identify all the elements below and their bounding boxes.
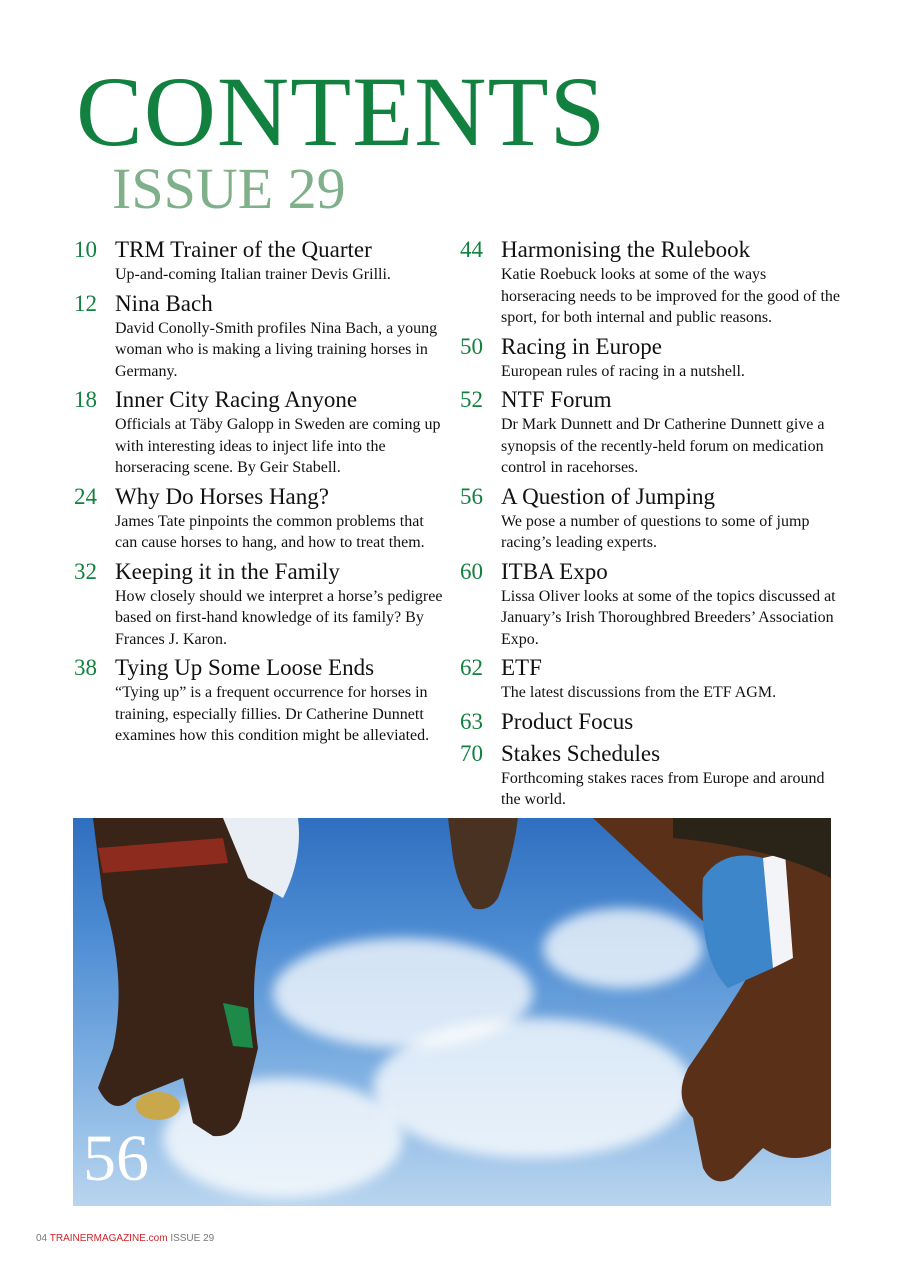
contents-entry[interactable] (460, 708, 840, 736)
entry-page-number: 38 (74, 655, 97, 680)
entry-description: Dr Mark Dunnett and Dr Catherine Dunnett give a synopsis of the recently-held forum on medication control in racehorses. (501, 416, 825, 476)
entry-description: Forthcoming stakes races from Europe and around the world. (501, 769, 825, 808)
entry-title: Keeping it in the Family (115, 558, 340, 584)
entry-title: Product Focus (501, 708, 634, 734)
entry-page-number: 52 (460, 387, 483, 412)
entry-title: Harmonising the Rulebook (501, 237, 751, 262)
entry-description: The latest discussions from the ETF AGM. (501, 684, 777, 701)
entry-description: Up-and-coming Italian trainer Devis Grilli. (115, 266, 391, 283)
entry-page-number: 50 (460, 333, 483, 359)
contents-entry[interactable] (460, 654, 840, 704)
entry-title: Tying Up Some Loose Ends (115, 655, 375, 680)
entry-title: Inner City Racing Anyone (115, 387, 358, 412)
entry-title: TRM Trainer of the Quarter (115, 237, 372, 262)
entry-description: How closely should we interpret a horse’s pedigree based on first-hand knowledge of its family? By Frances J. Karon. (115, 587, 443, 648)
contents-entry[interactable] (74, 290, 446, 383)
entry-page-number: 62 (460, 655, 483, 680)
page-footer (36, 1233, 214, 1244)
entry-page-number: 10 (74, 237, 97, 262)
contents-right-column (460, 236, 840, 815)
contents-left-column (74, 236, 446, 751)
entry-description: We pose a number of questions to some of jump racing’s leading experts. (501, 512, 810, 551)
entry-page-number: 70 (460, 740, 483, 766)
entry-page-number: 18 (74, 387, 97, 412)
entry-title: Racing in Europe (501, 333, 662, 359)
footer-issue: ISSUE 29 (170, 1233, 215, 1244)
entry-title: ITBA Expo (501, 558, 608, 584)
contents-entry[interactable] (460, 333, 840, 383)
contents-entry[interactable] (74, 654, 446, 747)
entry-page-number: 56 (460, 483, 483, 509)
entry-description: Officials at Täby Galopp in Sweden are coming up with interesting ideas to inject life into the horseracing scene. By Geir Stabell. (115, 416, 441, 476)
entry-title: Stakes Schedules (501, 740, 661, 766)
page-title: CONTENTS (76, 56, 607, 167)
entry-page-number: 60 (460, 558, 483, 584)
contents-entry[interactable] (74, 558, 446, 651)
feature-page-number: 56 (83, 1122, 149, 1195)
contents-entry[interactable] (74, 236, 446, 286)
entry-description: Lissa Oliver looks at some of the topics discussed at January’s Irish Thoroughbred Breeders’ Association Expo. (501, 587, 836, 648)
entry-page-number: 63 (460, 708, 483, 734)
contents-entry[interactable] (460, 236, 840, 329)
entry-title: Nina Bach (115, 290, 213, 316)
contents-entry[interactable] (460, 740, 840, 811)
hero-photo (73, 818, 831, 1206)
contents-entry[interactable] (460, 558, 840, 651)
entry-title: ETF (501, 655, 542, 680)
entry-description: European rules of racing in a nutshell. (501, 362, 745, 380)
entry-title: Why Do Horses Hang? (115, 483, 329, 509)
entry-description: David Conolly-Smith profiles Nina Bach, a young woman who is making a living training horses in Germany. (115, 319, 438, 380)
entry-description: Katie Roebuck looks at some of the ways horseracing needs to be improved for the good of the sport, for both internal and public reasons. (501, 266, 841, 326)
footer-site-link[interactable]: TRAINERMAGAZINE.com (49, 1233, 168, 1244)
footer-page-number: 04 (36, 1233, 48, 1244)
issue-label: ISSUE 29 (112, 156, 346, 221)
contents-entry[interactable] (460, 386, 840, 479)
horses-silhouette-image (73, 818, 831, 1206)
entry-page-number: 12 (74, 290, 97, 316)
entry-page-number: 24 (74, 483, 97, 509)
entry-page-number: 44 (460, 237, 483, 262)
entry-description: James Tate pinpoints the common problems that can cause horses to hang, and how to treat them. (115, 512, 425, 551)
entry-title: A Question of Jumping (501, 483, 716, 509)
entry-page-number: 32 (74, 558, 97, 584)
entry-description: “Tying up” is a frequent occurrence for horses in training, especially fillies. Dr Catherine Dunnett examines how this condition might be alleviated. (115, 684, 430, 744)
contents-entry[interactable] (74, 483, 446, 554)
entry-title: NTF Forum (501, 387, 612, 412)
contents-entry[interactable] (74, 386, 446, 479)
contents-entry[interactable] (460, 483, 840, 554)
